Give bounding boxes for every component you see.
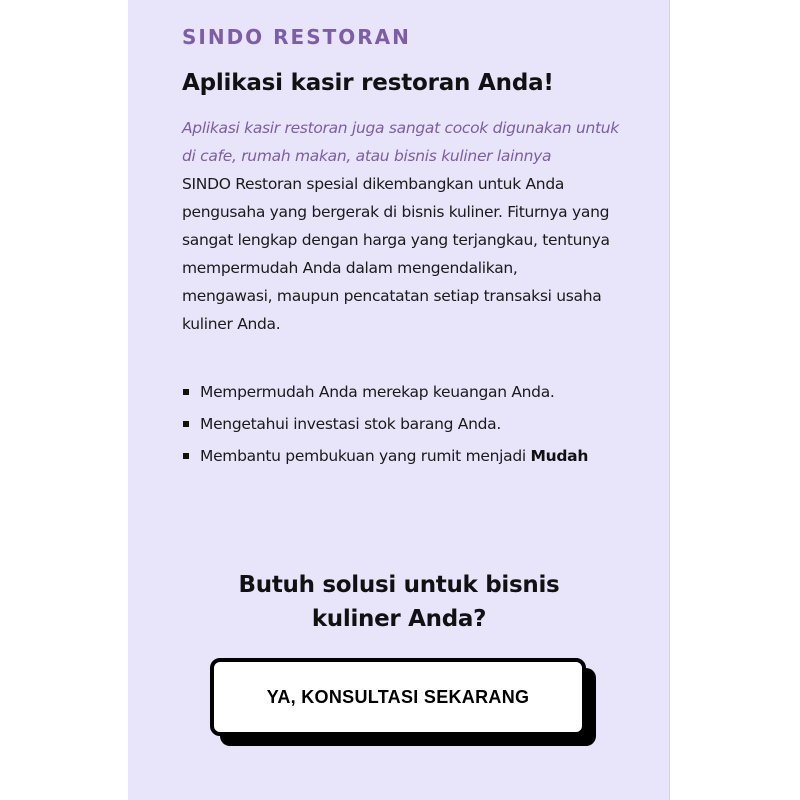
feature-item	[182, 440, 622, 472]
consultation-button[interactable]: YA, KONSULTASI SEKARANG	[210, 658, 586, 736]
feature-item	[182, 376, 622, 408]
feature-item-text: Mengetahui investasi stok barang Anda.	[200, 415, 501, 433]
description-text: SINDO Restoran spesial dikembangkan untuk Anda pengusaha yang bergerak di bisnis kuliner. Fiturnya yang sangat lengkap dengan harga yang terjangkau, tentunya mempermudah Anda dalam mengendalikan, mengawasi, maupun pencatatan setiap transaksi usaha kuliner Anda.	[182, 175, 610, 333]
feature-item-emphasis: Mudah	[530, 447, 589, 465]
tagline-text: Aplikasi kasir restoran juga sangat cocok digunakan untuk di cafe, rumah makan, atau bisnis kuliner lainnya	[182, 119, 619, 165]
content-column	[182, 24, 622, 472]
square-bullet-icon	[183, 389, 189, 395]
cta-button-wrapper	[210, 658, 596, 746]
feature-item-text: Membantu pembukuan yang rumit menjadi	[200, 447, 531, 465]
brand-name: SINDO RESTORAN	[182, 25, 411, 49]
square-bullet-icon	[183, 421, 189, 427]
feature-item	[182, 408, 622, 440]
cta-heading: Butuh solusi untuk bisnis kuliner Anda?	[238, 572, 560, 632]
content-panel	[128, 0, 670, 800]
page-headline: Aplikasi kasir restoran Anda!	[182, 70, 554, 96]
square-bullet-icon	[183, 453, 189, 459]
feature-item-text: Mempermudah Anda merekap keuangan Anda.	[200, 383, 555, 401]
feature-list	[182, 376, 622, 472]
